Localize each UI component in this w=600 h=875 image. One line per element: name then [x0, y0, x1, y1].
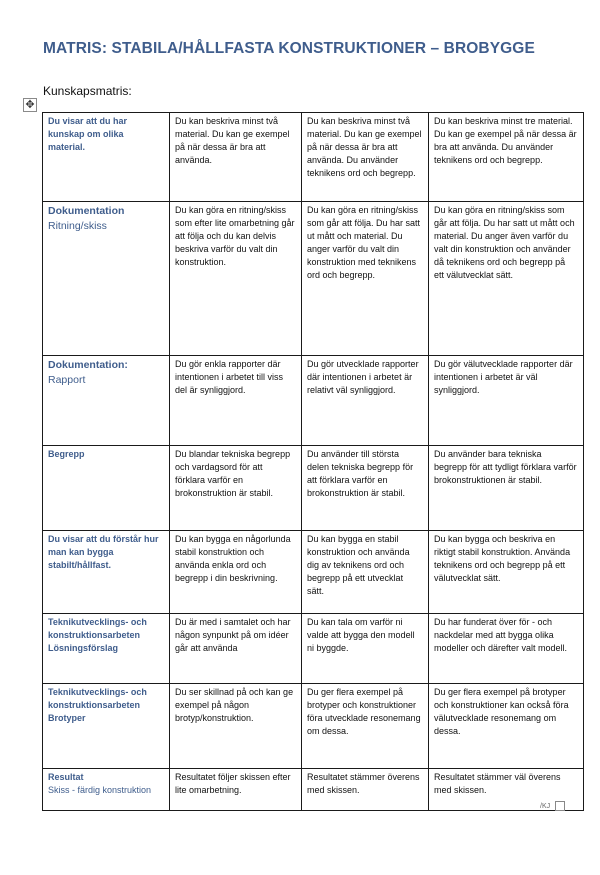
table-move-handle-icon[interactable]: ✥: [23, 98, 37, 112]
matrix-cell-level-1: Du kan bygga en någorlunda stabil konstruktion och använda enkla ord och begrepp i din beskrivning.: [170, 531, 302, 614]
matrix-row-rapport: [43, 356, 584, 446]
matrix-cell-level-2: Du kan beskriva minst två material. Du kan ge exempel på när dessa är bra att använda. Du använder teknikens ord och begrepp.: [302, 113, 429, 202]
row-header: [43, 356, 170, 446]
page-corner-box-icon: [555, 801, 565, 811]
matrix-cell-level-3: Du ger flera exempel på brotyper och konstruktioner kan också föra välutvecklade resonemang om dessa.: [429, 684, 584, 769]
row-header: [43, 202, 170, 356]
row-header-title: Begrepp: [48, 449, 85, 459]
matrix-cell-level-1: Du kan beskriva minst två material. Du kan ge exempel på när dessa är bra att använda.: [170, 113, 302, 202]
matrix-cell-level-1: Du är med i samtalet och har någon synpunkt på om idéer går att använda: [170, 614, 302, 684]
matrix-cell-level-1: Du kan göra en ritning/skiss som efter lite omarbetning går att följa och du kan delvis beskriva varför du valt din konstruktion.: [170, 202, 302, 356]
matrix-row-begrepp: [43, 446, 584, 531]
row-header-title: Resultat: [48, 772, 84, 782]
matrix-row-stabilt: [43, 531, 584, 614]
matrix-subtitle: Kunskapsmatris:: [43, 84, 132, 98]
matrix-cell-level-3: Du har funderat över för - och nackdelar med att bygga olika modeller och därefter valt modell.: [429, 614, 584, 684]
row-header-title: Du visar att du har kunskap om olika material.: [48, 116, 128, 152]
row-header: [43, 113, 170, 202]
row-header: [43, 769, 170, 811]
row-header: [43, 614, 170, 684]
row-header-subtitle: Rapport: [48, 374, 86, 386]
matrix-cell-level-2: Resultatet stämmer överens med skissen.: [302, 769, 429, 811]
matrix-cell-level-2: Du kan bygga en stabil konstruktion och använda dig av teknikens ord och begrepp på ett utvecklat sätt.: [302, 531, 429, 614]
matrix-row-ritning: [43, 202, 584, 356]
matrix-cell-level-2: Du kan göra en ritning/skiss som går att följa. Du har satt ut mått och material. Du anger varför du valt din konstruktion med teknikens ord och begrepp.: [302, 202, 429, 356]
row-header-title: Teknikutvecklings- och konstruktionsarbeten Lösningsförslag: [48, 617, 147, 653]
matrix-cell-level-1: Resultatet följer skissen efter lite omarbetning.: [170, 769, 302, 811]
matrix-cell-level-3: Du använder bara tekniska begrepp för att tydligt förklara varför brokonstruktionen är stabil.: [429, 446, 584, 531]
matrix-cell-level-3: Du kan bygga och beskriva en riktigt stabil konstruktion. Använda teknikens ord och begrepp på ett välutvecklat sätt.: [429, 531, 584, 614]
matrix-cell-level-2: Du ger flera exempel på brotyper och konstruktioner föra utvecklade resonemang om dessa.: [302, 684, 429, 769]
matrix-cell-level-3: Du kan göra en ritning/skiss som går att följa. Du har satt ut mått och material. Du anger även varför du valt din konstruktion och använder då teknikens ord och begrepp på ett välutvecklat sätt.: [429, 202, 584, 356]
page-title: MATRIS: STABILA/HÅLLFASTA KONSTRUKTIONER – BROBYGGE: [43, 40, 535, 57]
row-header-title: Du visar att du förstår hur man kan bygga stabilt/hållfast.: [48, 534, 159, 570]
matrix-cell-level-2: Du kan tala om varför ni valde att bygga den modell ni byggde.: [302, 614, 429, 684]
matrix-row-brotyper: [43, 684, 584, 769]
matrix-row-losningsforslag: [43, 614, 584, 684]
matrix-row-resultat: [43, 769, 584, 811]
matrix-cell-level-3: Du kan beskriva minst tre material. Du kan ge exempel på när dessa är bra att använda. Du använder teknikens ord och begrepp.: [429, 113, 584, 202]
matrix-cell-level-3: Du gör välutvecklade rapporter där intentionen i arbetet är väl synliggjord.: [429, 356, 584, 446]
row-header: [43, 684, 170, 769]
author-initials: /KJ: [540, 803, 551, 810]
matrix-cell-level-1: Du gör enkla rapporter där intentionen i arbetet till viss del är synliggjord.: [170, 356, 302, 446]
row-header-subtitle: Skiss - färdig konstruktion: [48, 785, 152, 795]
knowledge-matrix-table: [42, 112, 584, 811]
row-header-title: Dokumentation:: [48, 359, 128, 371]
matrix-cell-level-1: Du ser skillnad på och kan ge exempel på någon brotyp/konstruktion.: [170, 684, 302, 769]
row-header-title: Teknikutvecklings- och konstruktionsarbeten Brotyper: [48, 687, 147, 723]
matrix-cell-level-2: Du använder till största delen tekniska begrepp för att förklara varför en brokonstruktion är stabil.: [302, 446, 429, 531]
matrix-cell-level-3: Resultatet stämmer väl överens med skissen.: [429, 769, 584, 811]
row-header: [43, 446, 170, 531]
row-header-subtitle: Ritning/skiss: [48, 220, 107, 232]
matrix-cell-level-1: Du blandar tekniska begrepp och vardagsord för att förklara varför en brokonstruktion är stabil.: [170, 446, 302, 531]
matrix-row-material: [43, 113, 584, 202]
matrix-cell-level-2: Du gör utvecklade rapporter där intentionen i arbetet är relativt väl synliggjord.: [302, 356, 429, 446]
row-header-title: Dokumentation: [48, 205, 125, 217]
row-header: [43, 531, 170, 614]
